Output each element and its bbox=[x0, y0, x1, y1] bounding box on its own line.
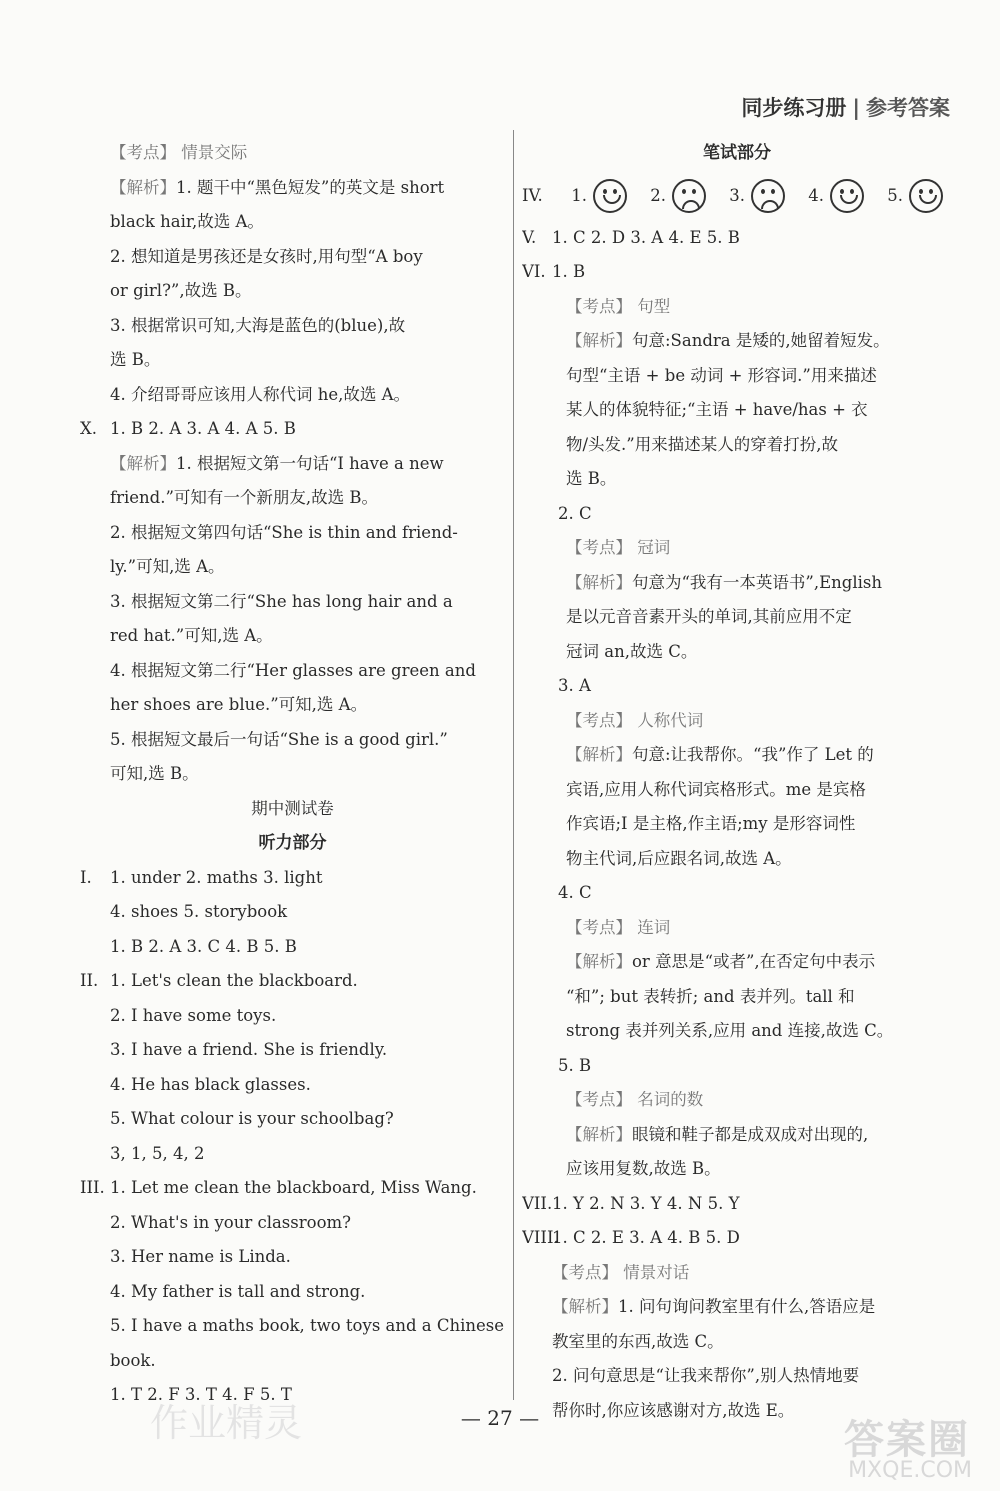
text-line: 2. 想知道是男孩还是女孩时,用句型“A boy bbox=[110, 246, 423, 266]
watermark-text: 作业精灵 bbox=[150, 1401, 303, 1445]
tag-label: 【考点】 bbox=[566, 538, 632, 557]
text-line bbox=[522, 255, 952, 290]
text-line: ly.”可知,选 A。 bbox=[110, 557, 225, 576]
tag-label: 【考点】 bbox=[566, 296, 632, 316]
text-line: 5. 根据短文最后一句话“She is a good girl.” bbox=[110, 729, 448, 749]
line-text: 1. under 2. maths 3. light bbox=[110, 867, 323, 887]
text-line: 物/头发.”用来描述某人的穿着打扮,故 bbox=[566, 434, 838, 454]
line-text: 1. Let's clean the blackboard. bbox=[110, 971, 358, 990]
text-line: 2. 根据短文第四句话“She is thin and friend- bbox=[110, 522, 458, 542]
happy-face-icon bbox=[909, 179, 943, 213]
text-line: 3. 根据短文第二行“She has long hair and a bbox=[110, 591, 453, 611]
text-line: 2. 问句意思是“让我来帮你”,别人热情地要 bbox=[552, 1366, 860, 1385]
text-line bbox=[80, 412, 505, 447]
text-line: “和”; but 表转折; and 表并列。tall 和 bbox=[566, 986, 855, 1006]
right-column bbox=[522, 136, 952, 1428]
page-header bbox=[741, 92, 950, 122]
text-line bbox=[80, 171, 505, 206]
section-numeral: II. bbox=[80, 971, 99, 990]
face-number: 2. bbox=[650, 185, 666, 205]
text-line: 4. He has black glasses. bbox=[110, 1074, 311, 1094]
text-line: 3. 根据常识可知,大海是蓝色的(blue),故 bbox=[110, 315, 406, 335]
text-line: 1. B 2. A 3. C 4. B 5. B bbox=[110, 936, 297, 956]
text-line: her shoes are blue.”可知,选 A。 bbox=[110, 695, 368, 714]
text-line bbox=[522, 221, 952, 256]
text-line bbox=[522, 1290, 952, 1325]
line-text: 1. Let me clean the blackboard, Miss Wang. bbox=[110, 1178, 477, 1197]
section-numeral: I. bbox=[80, 867, 92, 887]
text-line: 3. Her name is Linda. bbox=[110, 1247, 291, 1266]
tag-label: 【考点】 bbox=[566, 917, 632, 937]
tag-label: 【解析】 bbox=[566, 331, 632, 350]
exam-title: 期中测试卷 bbox=[251, 798, 334, 818]
topic-text: 句型 bbox=[637, 296, 671, 316]
face-number: 5. bbox=[887, 185, 903, 205]
text-line: 2. What's in your classroom? bbox=[110, 1212, 351, 1232]
section-numeral: VI. bbox=[522, 262, 546, 281]
text-line: 可知,选 B。 bbox=[110, 764, 199, 783]
text-line: 4. My father is tall and strong. bbox=[110, 1281, 366, 1301]
tag-label: 【考点】 bbox=[566, 1090, 632, 1109]
happy-face-icon bbox=[830, 179, 864, 213]
left-column bbox=[80, 136, 505, 1413]
text-line bbox=[522, 911, 952, 946]
section-numeral: VII. bbox=[522, 1193, 553, 1213]
text-line: or girl?”,故选 B。 bbox=[110, 281, 252, 300]
text-line bbox=[522, 1118, 952, 1153]
topic-text: 人称代词 bbox=[637, 710, 704, 730]
text-line: 句型“主语 + be 动词 + 形容词.”用来描述 bbox=[566, 365, 877, 385]
text-line: black hair,故选 A。 bbox=[110, 212, 264, 231]
text-line: 4. shoes 5. storybook bbox=[110, 902, 288, 921]
answer-item: 1. B bbox=[552, 262, 586, 281]
text-line: friend.”可知有一个新朋友,故选 B。 bbox=[110, 488, 379, 507]
text-line: strong 表并列关系,应用 and 连接,故选 C。 bbox=[566, 1021, 894, 1040]
tag-label: 【解析】 bbox=[110, 453, 176, 473]
text-line bbox=[522, 1083, 952, 1118]
text-line: 5. What colour is your schoolbag? bbox=[110, 1109, 394, 1128]
text-line: 5. B bbox=[558, 1055, 592, 1075]
header-subtitle: 参考答案 bbox=[866, 96, 950, 120]
text-line: 4. 介绍哥哥应该用人称代词 he,故选 A。 bbox=[110, 384, 411, 404]
text-line bbox=[522, 704, 952, 739]
tag-label: 【考点】 bbox=[110, 143, 176, 162]
happy-face-icon bbox=[593, 179, 627, 213]
face-number: 4. bbox=[808, 185, 824, 205]
face-number: 1. bbox=[571, 185, 587, 205]
tag-label: 【解析】 bbox=[566, 745, 632, 764]
text-line: 教室里的东西,故选 C。 bbox=[552, 1331, 724, 1351]
line-text: 句意为“我有一本英语书”,English bbox=[632, 572, 882, 592]
answer-list: 1. C 2. D 3. A 4. E 5. B bbox=[552, 227, 740, 247]
text-line: 应该用复数,故选 B。 bbox=[566, 1159, 721, 1178]
text-line: 选 B。 bbox=[110, 350, 161, 369]
line-text: 1. 问句询问教室里有什么,答语应是 bbox=[618, 1297, 876, 1316]
face-number: 3. bbox=[729, 185, 745, 205]
header-separator: | bbox=[852, 96, 860, 120]
listening-section-title: 听力部分 bbox=[258, 833, 327, 853]
topic-text: 冠词 bbox=[637, 538, 671, 557]
text-line bbox=[522, 738, 952, 773]
tag-label: 【解析】 bbox=[566, 952, 632, 971]
watermark-url: MXQE.COM bbox=[848, 1458, 972, 1483]
text-line: 作宾语;I 是主格,作主语;my 是形容词性 bbox=[566, 814, 856, 833]
written-section-title: 笔试部分 bbox=[703, 143, 771, 163]
text-line bbox=[522, 290, 952, 325]
text-line bbox=[522, 1256, 952, 1291]
sad-face-icon bbox=[751, 179, 785, 213]
section-numeral: X. bbox=[80, 419, 97, 438]
text-line bbox=[522, 531, 952, 566]
text-line bbox=[522, 1187, 952, 1222]
text-line bbox=[80, 447, 505, 482]
text-line: 冠词 an,故选 C。 bbox=[566, 641, 698, 661]
text-line: 选 B。 bbox=[566, 469, 617, 488]
topic-text: 情景交际 bbox=[181, 143, 248, 162]
line-text: 1. 根据短文第一句话“I have a new bbox=[176, 453, 444, 473]
tag-label: 【解析】 bbox=[566, 1124, 632, 1144]
text-line bbox=[80, 136, 505, 171]
page-number: — 27 — bbox=[460, 1406, 540, 1430]
text-line bbox=[80, 964, 505, 999]
section-numeral: V. bbox=[522, 227, 537, 247]
line-text: 1. 题干中“黑色短发”的英文是 short bbox=[176, 177, 445, 197]
text-line: 4. 根据短文第二行“Her glasses are green and bbox=[110, 660, 476, 680]
column-divider bbox=[513, 130, 514, 1400]
text-line: 4. C bbox=[558, 883, 592, 902]
topic-text: 名词的数 bbox=[637, 1090, 704, 1109]
text-line: 3. I have a friend. She is friendly. bbox=[110, 1040, 388, 1059]
text-line bbox=[80, 861, 505, 896]
text-line: red hat.”可知,选 A。 bbox=[110, 626, 273, 645]
text-line: book. bbox=[110, 1350, 156, 1370]
text-line: 2. I have some toys. bbox=[110, 1005, 277, 1025]
text-line: 5. I have a maths book, two toys and a Chinese bbox=[110, 1316, 505, 1335]
sad-face-icon bbox=[672, 179, 706, 213]
text-line: 2. C bbox=[558, 503, 592, 523]
text-line bbox=[522, 324, 952, 359]
text-line: 3. A bbox=[558, 676, 591, 695]
answer-list: 1. C 2. E 3. A 4. B 5. D bbox=[552, 1228, 740, 1247]
text-line: 是以元音音素开头的单词,其前应用不定 bbox=[566, 607, 852, 626]
text-line bbox=[522, 1221, 952, 1256]
text-line: 某人的体貌特征;“主语 + have/has + 衣 bbox=[566, 400, 868, 419]
section-numeral: IV. bbox=[522, 185, 543, 205]
answer-list: 1. Y 2. N 3. Y 4. N 5. Y bbox=[552, 1193, 740, 1213]
text-line: 宾语,应用人称代词宾格形式。me 是宾格 bbox=[566, 779, 866, 799]
line-text: or 意思是“或者”,在否定句中表示 bbox=[632, 952, 876, 971]
faces-row bbox=[522, 171, 952, 221]
tag-label: 【考点】 bbox=[552, 1262, 618, 1282]
tag-label: 【解析】 bbox=[552, 1297, 618, 1316]
text-line: 帮你时,你应该感谢对方,故选 E。 bbox=[552, 1400, 795, 1420]
text-line bbox=[80, 1171, 505, 1206]
topic-text: 情景对话 bbox=[623, 1262, 690, 1282]
watermark-logo: 答案圈 bbox=[844, 1417, 970, 1463]
text-line: 物主代词,后应跟名词,故选 A。 bbox=[566, 848, 792, 868]
line-text: 句意:让我帮你。“我”作了 Let 的 bbox=[632, 745, 874, 764]
text-line bbox=[522, 945, 952, 980]
section-numeral: III. bbox=[80, 1178, 105, 1197]
topic-text: 连词 bbox=[637, 917, 671, 937]
tag-label: 【解析】 bbox=[566, 572, 632, 592]
book-title: 同步练习册 bbox=[741, 96, 847, 120]
text-line bbox=[522, 566, 952, 601]
tag-label: 【考点】 bbox=[566, 710, 632, 730]
text-line: 1. T 2. F 3. T 4. F 5. T bbox=[110, 1385, 292, 1404]
section-numeral: VIII. bbox=[522, 1228, 559, 1247]
text-line: 3, 1, 5, 4, 2 bbox=[110, 1143, 205, 1163]
line-text: 眼镜和鞋子都是成双成对出现的, bbox=[632, 1124, 869, 1144]
tag-label: 【解析】 bbox=[110, 177, 176, 197]
line-text: 句意:Sandra 是矮的,她留着短发。 bbox=[632, 331, 890, 350]
answer-list: 1. B 2. A 3. A 4. A 5. B bbox=[110, 419, 296, 438]
